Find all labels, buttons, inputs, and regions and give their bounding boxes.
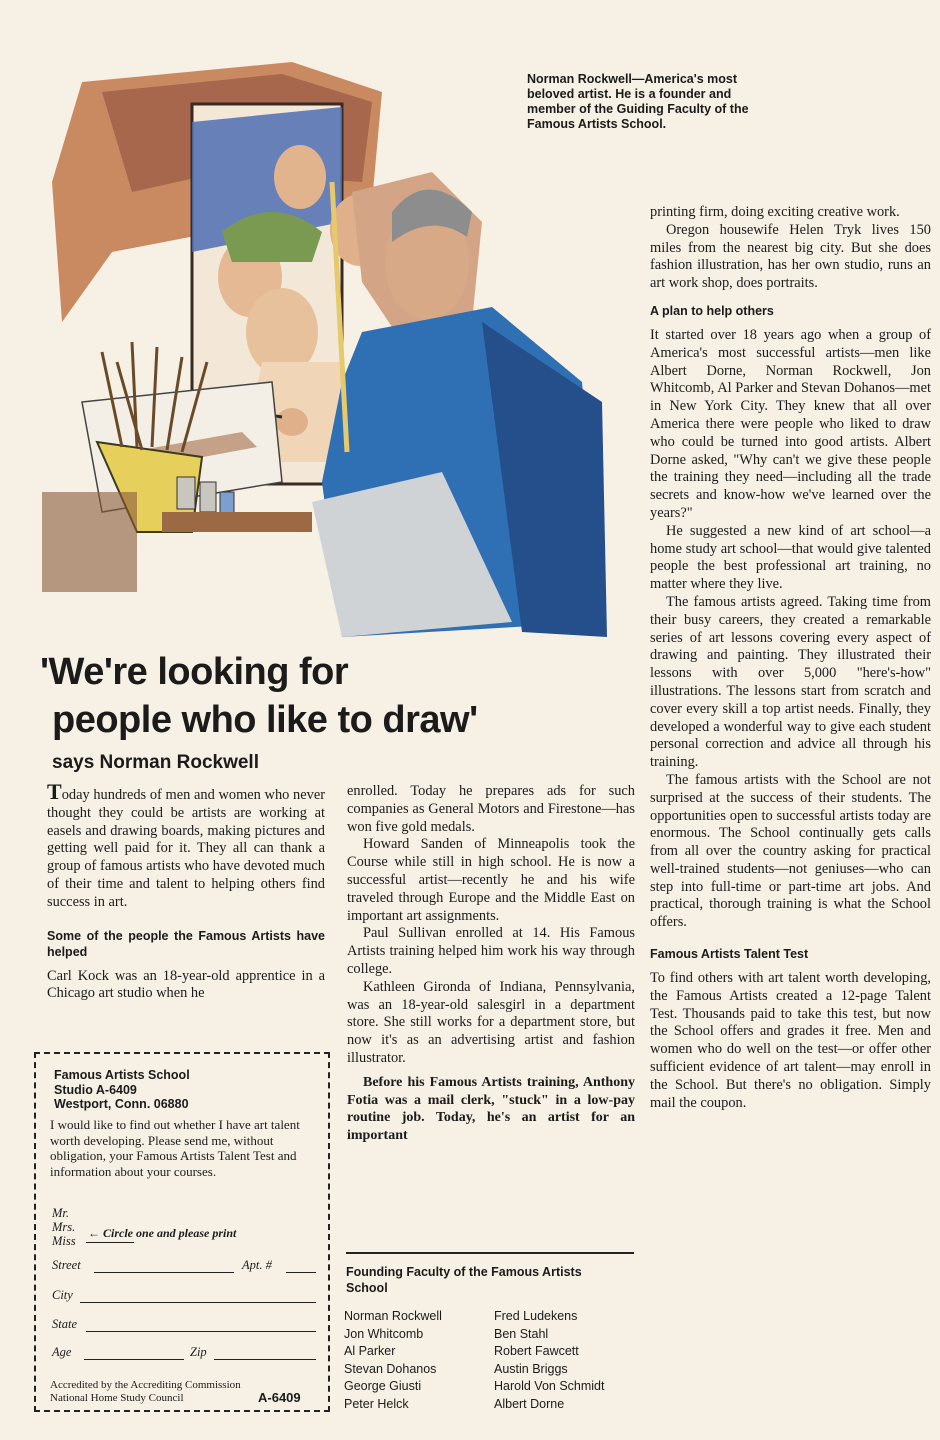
state-input[interactable] xyxy=(86,1331,316,1332)
faculty-divider xyxy=(346,1252,634,1254)
faculty-name: Austin Briggs xyxy=(494,1361,568,1376)
intro-paragraph: Today hundreds of men and women who never thought they could be artists are working at easels and drawing boards, making pictures and getting well paid for it. They all can thank a group of famous artists who have devoted much of their time and talent to helping others find success in art. xyxy=(47,779,325,910)
plan-paragraph-3: The famous artists agreed. Taking time from their busy careers, they created a remarkable series of art lessons covering every aspect of drawing and painting. They illustrated their lessons with over 5,000 "here's-how" illustrations. The lessons start from scratch and cover every skill a top artist needs. Finally, they developed a wonderful way to give each student personal correction and advice all through his training. xyxy=(650,593,931,771)
kathleen-gironda-paragraph: Kathleen Gironda of Indiana, Pennsylvania, was an 18-year-old salesgirl in a department store. She still works for a department store, but now it's as an advertising artist and fashion illustrator. xyxy=(347,978,635,1066)
helen-tryk-paragraph: Oregon housewife Helen Tryk lives 150 miles from the nearest big city. But she does fashion illustration, has her own studio, runs an art work shop, does portraits. xyxy=(650,221,931,292)
circle-note: ← Circle one and please print xyxy=(88,1226,237,1240)
paul-sullivan-paragraph: Paul Sullivan enrolled at 14. His Famous Artists training helped him work his way through college. xyxy=(347,925,635,977)
state-label: State xyxy=(52,1317,77,1331)
norman-rockwell-illustration xyxy=(42,62,612,642)
talent-test-paragraph: To find others with art talent worth developing, the Famous Artists created a 12-page Talent Test. Thousands paid to take this test, but now the School offers and grades it free. Men and women who do well on the test—or offer other sufficient evidence of art talent—may enroll in the School. But there's no obligation. Simply mail the coupon. xyxy=(650,970,931,1111)
zip-label: Zip xyxy=(190,1345,207,1359)
headline-line-1: 'We're looking for xyxy=(40,651,349,693)
age-input[interactable] xyxy=(84,1359,184,1360)
plan-paragraph-2: He suggested a new kind of art school—a home study art school—that would give talented people the best professional art training, no matter where they live. xyxy=(650,522,931,593)
illustration-caption: Norman Rockwell—America's most beloved artist. He is a founder and member of the Guiding Faculty of the Famous Artists School. xyxy=(527,72,749,131)
coupon-request-text: I would like to find out whether I have art talent worth developing. Please send me, without obligation, your Famous Artists Talent Test and information about your courses. xyxy=(50,1117,300,1179)
faculty-name: Peter Helck xyxy=(344,1396,409,1411)
city-label: City xyxy=(52,1288,73,1302)
faculty-name: George Giusti xyxy=(344,1379,422,1394)
anthony-fotia-paragraph-end: printing firm, doing exciting creative work. xyxy=(650,204,900,220)
headline-attribution: says Norman Rockwell xyxy=(52,752,259,773)
faculty-column-right xyxy=(494,1308,604,1414)
street-label: Street xyxy=(52,1258,81,1272)
age-label: Age xyxy=(52,1345,72,1359)
salutation-options[interactable]: Mr. Mrs. Miss xyxy=(52,1206,76,1248)
apt-label: Apt. # xyxy=(242,1258,272,1272)
name-line[interactable] xyxy=(86,1242,134,1243)
talent-test-heading: Famous Artists Talent Test xyxy=(650,947,809,962)
people-heading: Some of the people the Famous Artists have helped xyxy=(47,928,325,959)
mail-coupon[interactable] xyxy=(34,1052,330,1412)
faculty-name: Ben Stahl xyxy=(494,1326,549,1341)
city-input[interactable] xyxy=(80,1302,316,1303)
column-2 xyxy=(347,783,635,1145)
faculty-name: Albert Dorne xyxy=(494,1396,565,1411)
anthony-fotia-paragraph: Before his Famous Artists training, Anthony Fotia was a mail clerk, "stuck" in a low-pay routine job. Today, he's an artist for an important xyxy=(347,1074,635,1144)
faculty-name: Harold Von Schmidt xyxy=(494,1379,605,1394)
coupon-address: Famous Artists School Studio A-6409 Westport, Conn. 06880 xyxy=(54,1068,190,1111)
accreditation-note: Accredited by the Accrediting Commission National Home Study Council xyxy=(50,1379,241,1404)
plan-paragraph-1: It started over 18 years ago when a group of America's most successful artists—men like Albert Dorne, Norman Rockwell, Jon Whitcomb, Al Parker and Stevan Dohanos—met in New York City. They knew that all over America there were people who liked to draw who could be turned into good artists. Albert Dorne asked, "Why can't we give these people the training they need—including all the trade secrets and know-how we've learned over the years?" xyxy=(650,326,931,521)
faculty-title: Founding Faculty of the Famous Artists School xyxy=(346,1265,582,1295)
apt-input[interactable] xyxy=(286,1272,316,1273)
faculty-column-left xyxy=(344,1308,442,1414)
faculty-name: Al Parker xyxy=(344,1344,396,1359)
column-1 xyxy=(47,779,325,1003)
headline xyxy=(40,648,660,744)
plan-heading: A plan to help others xyxy=(650,303,774,318)
zip-input[interactable] xyxy=(214,1359,316,1360)
carl-kock-paragraph-end: enrolled. Today he prepares ads for such companies as General Motors and Firestone—has won five gold medals. xyxy=(347,783,635,835)
street-input[interactable] xyxy=(94,1272,234,1273)
faculty-name: Norman Rockwell xyxy=(344,1309,442,1323)
headline-line-2: people who like to draw' xyxy=(52,699,478,741)
faculty-name: Jon Whitcomb xyxy=(344,1326,424,1341)
drop-cap: T xyxy=(47,779,62,804)
column-3 xyxy=(650,204,931,1112)
carl-kock-paragraph-start: Carl Kock was an 18-year-old apprentice in a Chicago art studio when he xyxy=(47,967,325,1002)
coupon-code: A-6409 xyxy=(258,1390,301,1405)
faculty-name: Robert Fawcett xyxy=(494,1344,579,1359)
faculty-name: Fred Ludekens xyxy=(494,1309,578,1323)
howard-sanden-paragraph: Howard Sanden of Minneapolis took the Course while still in high school. He is now a successful artist—recently he and his wife traveled through Europe and the Middle East on important art assignments. xyxy=(347,836,635,924)
plan-paragraph-4: The famous artists with the School are not surprised at the success of their students. The opportunities open to successful artists today are enormous. The School continually gets calls from all over the country asking for practical well-trained students—not geniuses—who can step into full-time or part-time art jobs. And practical, thorough training is what the School offers. xyxy=(650,771,931,931)
faculty-name: Stevan Dohanos xyxy=(344,1361,437,1376)
